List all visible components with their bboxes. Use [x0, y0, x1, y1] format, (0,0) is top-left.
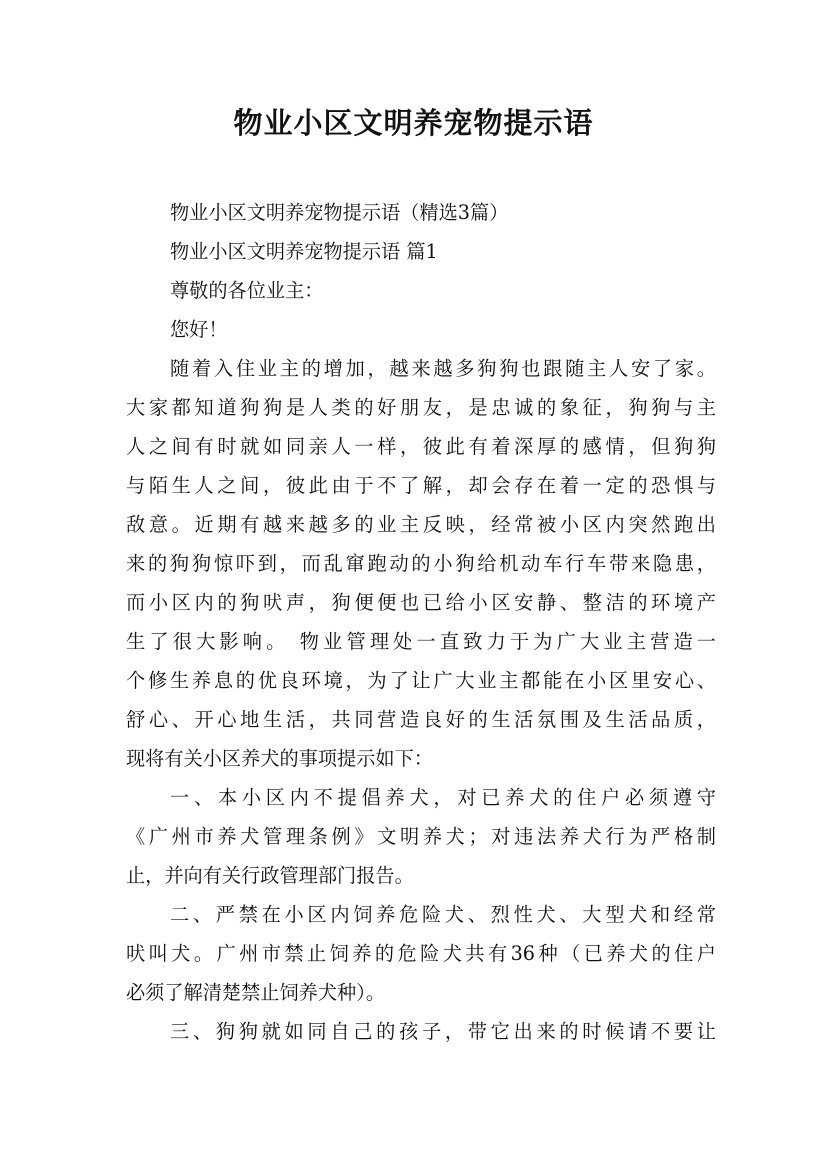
paragraph-line: 一、本小区内不提倡养犬，对已养犬的住户必须遵守 [170, 786, 716, 809]
paragraph-line: 三、狗狗就如同自己的孩子，带它出来的时候请不要让 [170, 1020, 716, 1043]
subtitle-line: 物业小区文明养宠物提示语（精选3篇） [170, 201, 509, 224]
paragraph-line: 止，并向有关行政管理部门报告。 [126, 864, 414, 887]
paragraph-line: 必须了解清楚禁止饲养犬种）。 [126, 981, 386, 1004]
paragraph-line: 生了很大影响。 物业管理处一直致力于为广大业主营造一 [126, 630, 716, 653]
paragraph-line: 随着入住业主的增加，越来越多狗狗也跟随主人安了家。 [170, 357, 716, 380]
document-title: 物业小区文明养宠物提示语 [233, 106, 594, 140]
salutation-line: 尊敬的各位业主： [170, 279, 324, 302]
paragraph-line: 现将有关小区养犬的事项提示如下： [126, 747, 433, 770]
greeting-line: 您好！ [170, 318, 228, 341]
paragraph-line: 个修生养息的优良环境，为了让广大业主都能在小区里安心、 [126, 669, 716, 692]
paragraph-line: 而小区内的狗吠声，狗便便也已给小区安静、整洁的环境产 [126, 591, 716, 614]
paragraph-line: 吠叫犬。广州市禁止饲养的危险犬共有36种（已养犬的住户 [126, 942, 716, 965]
section-heading: 物业小区文明养宠物提示语 篇1 [170, 240, 438, 263]
paragraph-line: 大家都知道狗狗是人类的好朋友，是忠诚的象征，狗狗与主 [126, 396, 716, 419]
paragraph-line: 二、严禁在小区内饲养危险犬、烈性犬、大型犬和经常 [170, 903, 716, 926]
paragraph-line: 与陌生人之间，彼此由于不了解，却会存在着一定的恐惧与 [126, 474, 716, 497]
paragraph-line: 《广州市养犬管理条例》文明养犬；对违法养犬行为严格制 [126, 825, 716, 848]
paragraph-line: 人之间有时就如同亲人一样，彼此有着深厚的感情，但狗狗 [126, 435, 716, 458]
paragraph-line: 舒心、开心地生活，共同营造良好的生活氛围及生活品质， [126, 708, 716, 731]
paragraph-line: 敌意。近期有越来越多的业主反映，经常被小区内突然跑出 [126, 513, 716, 536]
paragraph-line: 来的狗狗惊吓到，而乱窜跑动的小狗给机动车行车带来隐患， [126, 552, 716, 575]
